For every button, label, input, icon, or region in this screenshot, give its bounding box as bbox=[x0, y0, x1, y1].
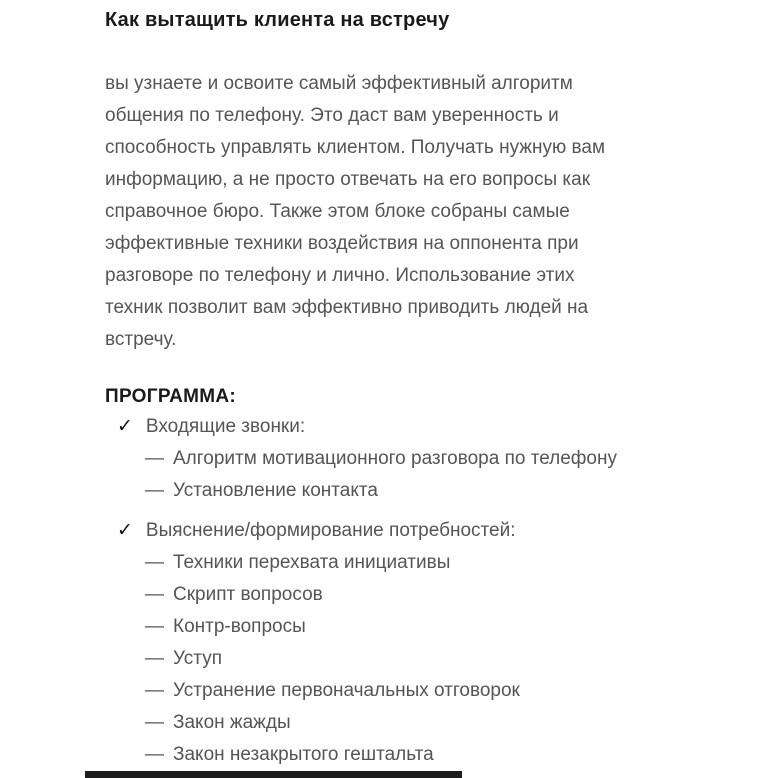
program-subitem-label: Закон жажды bbox=[173, 712, 291, 733]
description-line: вы узнаете и освоите самый эффективный алгоритм bbox=[105, 73, 573, 94]
description-line: справочное бюро. Также этом блоке собраны самые bbox=[105, 201, 570, 222]
program-subitem bbox=[105, 675, 706, 707]
program-subitem-label: Скрипт вопросов bbox=[173, 584, 323, 605]
checkmark-icon: ✓ bbox=[117, 416, 133, 437]
course-description bbox=[105, 68, 706, 356]
program-subitem-label: Техники перехвата инициативы bbox=[173, 552, 451, 573]
program-subitem bbox=[105, 611, 706, 643]
program-topic-label: Входящие звонки: bbox=[145, 416, 306, 437]
dash-icon: — bbox=[145, 552, 164, 573]
description-line: способность управлять клиентом. Получать нужную вам bbox=[105, 137, 606, 158]
program-heading: ПРОГРАММА: bbox=[105, 386, 237, 407]
dash-icon: — bbox=[145, 680, 164, 701]
description-line: встречу. bbox=[105, 329, 177, 350]
program-subitem bbox=[105, 739, 706, 771]
program-subitem bbox=[105, 547, 706, 579]
program-topic-label: Выяснение/формирование потребностей: bbox=[145, 520, 516, 541]
program-group-needs-formation bbox=[105, 515, 706, 771]
description-line: общения по телефону. Это даст вам уверенность и bbox=[105, 105, 559, 126]
dash-icon: — bbox=[145, 480, 164, 501]
program-subitem-label: Устранение первоначальных отговорок bbox=[173, 680, 520, 701]
program-subitem bbox=[105, 443, 706, 475]
next-section-top-edge bbox=[85, 771, 462, 778]
description-line: эффективные техники воздействия на оппонента при bbox=[105, 233, 579, 254]
program-subitem bbox=[105, 579, 706, 611]
program-subitem-label: Закон незакрытого гештальта bbox=[173, 744, 434, 765]
program-subitem-label: Контр-вопросы bbox=[173, 616, 306, 637]
program-subitem bbox=[105, 475, 706, 507]
description-line: техник позволит вам эффективно приводить людей на bbox=[105, 297, 589, 318]
program-subitem-label: Установление контакта bbox=[173, 480, 378, 501]
program-topic bbox=[105, 515, 706, 547]
dash-icon: — bbox=[145, 648, 164, 669]
description-line: информацию, а не просто отвечать на его вопросы как bbox=[105, 169, 591, 190]
dash-icon: — bbox=[145, 616, 164, 637]
program-topic bbox=[105, 411, 706, 443]
dash-icon: — bbox=[145, 584, 164, 605]
program-subitem-label: Уступ bbox=[173, 648, 223, 669]
program-group-incoming-calls bbox=[105, 411, 706, 507]
dash-icon: — bbox=[145, 448, 164, 469]
page-title: Как вытащить клиента на встречу bbox=[105, 9, 450, 31]
dash-icon: — bbox=[145, 744, 164, 765]
program-subitem bbox=[105, 643, 706, 675]
description-line: разговоре по телефону и лично. Использование этих bbox=[105, 265, 575, 286]
checkmark-icon: ✓ bbox=[117, 520, 133, 541]
dash-icon: — bbox=[145, 712, 164, 733]
program-subitem bbox=[105, 707, 706, 739]
program-subitem-label: Алгоритм мотивационного разговора по телефону bbox=[173, 448, 617, 469]
